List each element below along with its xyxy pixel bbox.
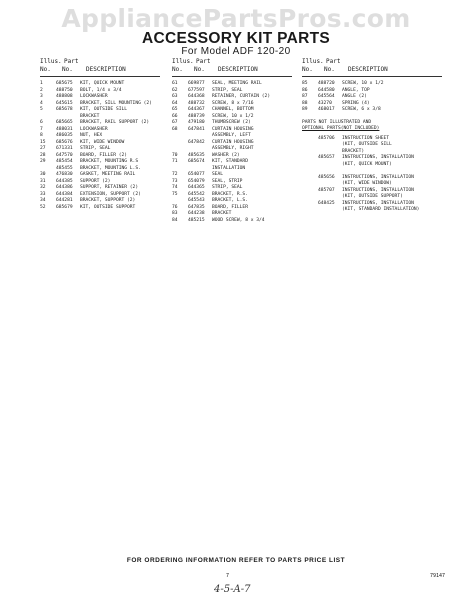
part-description: BRACKET [212, 211, 232, 216]
part-number: 485455 [56, 165, 73, 171]
part-description: SUPPORT, RETAINER (2) [80, 185, 139, 190]
header-illus: Illus. [172, 58, 194, 65]
part-number: 644385 [56, 178, 73, 184]
header-no2: No. [194, 66, 205, 73]
part-number: 685679 [56, 204, 73, 210]
part-description: BRACKET) [342, 148, 365, 154]
part-description: INSTRUCTIONS, INSTALLATION [342, 174, 414, 180]
header-description: DESCRIPTION [348, 66, 388, 73]
part-number: 645543 [188, 198, 205, 203]
part-description: SEAL, STRIP [212, 178, 243, 184]
part-number: 685665 [56, 120, 73, 125]
illus-number: 87 [302, 94, 308, 99]
part-description: (KIT, OUTSIDE SUPPORT) [342, 194, 403, 199]
optional-parts-list [302, 136, 442, 214]
illus-number: 32 [40, 185, 46, 190]
illus-number: 52 [40, 204, 46, 210]
illus-number: 70 [172, 152, 178, 158]
ordering-footer: FOR ORDERING INFORMATION REFER TO PARTS PRICE LIST [126, 557, 346, 564]
part-description: RETAINER, CURTAIN (2) [212, 94, 271, 99]
illus-number: 63 [172, 94, 178, 99]
part-description: THUMBSCREW (2) [212, 120, 251, 125]
part-number: 647570 [56, 152, 73, 158]
not-illustrated-note [302, 120, 442, 133]
parts-list [40, 81, 160, 211]
part-number: 488732 [188, 100, 205, 106]
illus-number: 76 [172, 204, 178, 210]
header-description: DESCRIPTION [218, 66, 258, 73]
part-number: 644365 [188, 185, 205, 190]
part-number: 645542 [188, 191, 205, 197]
part-number: 644367 [188, 107, 205, 112]
illus-number: 27 [40, 146, 46, 151]
illus-number: 74 [172, 185, 178, 190]
part-description: SCREW, 8 x 7/16 [212, 100, 254, 106]
note-line: OPTIONAL PARTS(NOT INCLUDED) [302, 126, 380, 131]
part-number: 647841 [188, 126, 205, 132]
header-no: No. [302, 66, 313, 73]
part-description: SCREW, 6 x 3/8 [342, 107, 381, 112]
part-description: INSTALLATION [212, 165, 246, 171]
part-description: ASSEMBLY, LEFT [212, 133, 251, 138]
illus-number: 31 [40, 178, 46, 184]
page-number: 7 [226, 573, 230, 579]
illus-number: 6 [40, 120, 43, 125]
part-description: BRACKET, L.S. [212, 198, 248, 203]
header-rule [40, 76, 160, 77]
handwritten-note: 4-5-A-7 [214, 584, 251, 595]
part-number: 485454 [56, 159, 73, 164]
part-description: (KIT, STANDARD INSTALLATION) [342, 207, 420, 212]
illus-number: 30 [40, 172, 46, 177]
part-description: SCREW, 10 x 1/2 [342, 81, 384, 86]
part-number: 677597 [188, 87, 205, 93]
part-description: INSTRUCTION SHEET [342, 135, 390, 141]
part-description: BRACKET, SILL MOUNTING (2) [80, 100, 152, 106]
part-description: KIT, OUTSIDE SUPPORT [80, 204, 136, 210]
part-number: 485215 [188, 217, 205, 223]
part-description: ANGLE (2) [342, 94, 367, 99]
part-description: SUPPORT (2) [80, 178, 111, 184]
header-no: No. [40, 66, 51, 73]
part-description: BRACKET, SUPPORT (2) [80, 198, 136, 203]
part-number: 485707 [318, 187, 335, 193]
part-number: 644238 [188, 211, 205, 216]
part-description: CURTAIN HOUSING [212, 126, 254, 132]
parts-row [302, 207, 442, 214]
part-number: 685675 [56, 81, 73, 86]
header-rule [172, 76, 292, 77]
part-number: 644368 [188, 94, 205, 99]
part-number: 488720 [318, 81, 335, 86]
part-number: 647835 [188, 204, 205, 210]
part-number: 685676 [56, 139, 73, 145]
header-description: DESCRIPTION [86, 66, 126, 73]
illus-number: 29 [40, 159, 46, 164]
part-number: 485706 [318, 135, 335, 141]
part-description: WASHER (2) [212, 152, 240, 158]
part-number: 485657 [318, 155, 335, 160]
part-description: BOLT, 1/4 x 3/4 [80, 87, 122, 93]
illus-number: 66 [172, 113, 178, 119]
part-number: 654079 [188, 178, 205, 184]
illus-number: 33 [40, 191, 46, 197]
header-rule [302, 76, 442, 77]
part-description: ASSEMBLY, RIGHT [212, 146, 254, 151]
part-description: BRACKET, MOUNTING L.S. [80, 165, 141, 171]
illus-number: 67 [172, 120, 178, 125]
part-description: BOARD, FILLER (2) [80, 152, 128, 158]
parts-column-2 [172, 58, 292, 224]
illus-number: 62 [172, 87, 178, 93]
header-part: Part [326, 58, 341, 65]
part-description: CURTAIN HOUSING [212, 139, 254, 145]
document-code: 79147 [430, 573, 446, 579]
illus-number: 72 [172, 172, 178, 177]
part-description: ANGLE, TOP [342, 87, 370, 93]
part-number: 644281 [56, 198, 73, 203]
parts-list [172, 81, 292, 224]
parts-column-3 [302, 58, 442, 214]
part-number: 486035 [56, 133, 73, 138]
part-number: 644384 [56, 191, 73, 197]
part-description: EXTENSION, SUPPORT (2) [80, 191, 141, 197]
illus-number: 61 [172, 81, 178, 86]
header-part: Part [196, 58, 211, 65]
parts-row [302, 107, 442, 114]
part-number: 671331 [56, 146, 73, 151]
illus-number: 68 [172, 126, 178, 132]
part-description: BRACKET, MOUNTING R.S [80, 159, 139, 164]
part-number: 654077 [188, 172, 205, 177]
part-number: 485656 [318, 174, 335, 180]
column-header [302, 58, 442, 76]
illus-number: 15 [40, 139, 46, 145]
part-description: INSTRUCTIONS, INSTALLATION [342, 200, 414, 206]
part-description: GASKET, MEETING RAIL [80, 172, 136, 177]
part-number: 43270 [318, 100, 332, 106]
part-description: BOARD, FILLER [212, 204, 248, 210]
part-number: 685674 [188, 159, 205, 164]
part-description: (KIT, WIDE WINDOW) [342, 181, 392, 186]
illus-number: 4 [40, 100, 43, 106]
parts-row [40, 205, 160, 212]
part-description: LOCKWASHER [80, 94, 108, 99]
part-number: 468017 [318, 107, 335, 112]
part-number: 476830 [56, 172, 73, 177]
part-number: 488739 [188, 113, 205, 119]
part-number: 647842 [188, 139, 205, 145]
column-header [40, 58, 160, 76]
part-description: SEAL [212, 172, 224, 177]
page-subtitle: For Model ADF 120-20 [181, 46, 291, 57]
part-description: INSTRUCTIONS, INSTALLATION [342, 187, 414, 193]
part-number: 644386 [56, 185, 73, 190]
part-description: SPRING (4) [342, 100, 370, 106]
part-description: INSTRUCTIONS, INSTALLATION [342, 155, 414, 160]
column-header [172, 58, 292, 76]
parts-row [172, 218, 292, 225]
part-number: 488808 [56, 94, 73, 99]
part-number: 644580 [318, 87, 335, 93]
part-description: BRACKET [80, 113, 100, 119]
part-number: 488031 [56, 126, 73, 132]
header-no2: No. [324, 66, 335, 73]
illus-number: 89 [302, 107, 308, 112]
header-part: Part [64, 58, 79, 65]
illus-number: 1 [40, 81, 43, 86]
part-number: 685678 [56, 107, 73, 112]
part-number: 648425 [318, 200, 335, 206]
part-description: (KIT, OUTSIDE SILL [342, 142, 392, 147]
illus-number: 64 [172, 100, 178, 106]
part-number: 479180 [188, 120, 205, 125]
illus-number: 2 [40, 87, 43, 93]
part-description: STRIP, SEAL [80, 146, 111, 151]
part-description: SEAL, MEETING RAIL [212, 81, 262, 86]
part-description: LOCKWASHER [80, 126, 108, 132]
illus-number: 7 [40, 126, 43, 132]
part-number: 488750 [56, 87, 73, 93]
illus-number: 88 [302, 100, 308, 106]
part-number: 669877 [188, 81, 205, 86]
illus-number: 83 [172, 211, 178, 216]
part-description: WOOD SCREW, 8 x 3/4 [212, 217, 265, 223]
part-description: CHANNEL, BOTTOM [212, 107, 254, 112]
illus-number: 5 [40, 107, 43, 112]
part-number: 645615 [56, 100, 73, 106]
part-description: KIT, WIDE WINDOW [80, 139, 125, 145]
parts-list [302, 81, 442, 114]
watermark: AppliancePartsPros.com [61, 4, 411, 33]
part-description: KIT, QUICK MOUNT [80, 81, 125, 86]
illus-number: 3 [40, 94, 43, 99]
part-description: NUT, HEX [80, 133, 103, 138]
illus-number: 85 [302, 81, 308, 86]
part-description: BRACKET, RAIL SUPPORT (2) [80, 120, 150, 125]
header-illus: Illus. [302, 58, 324, 65]
part-description: BRACKET, R.S. [212, 191, 248, 197]
note-line: PARTS NOT ILLUSTRATED AND [302, 119, 372, 125]
page-title: ACCESSORY KIT PARTS [142, 30, 330, 47]
part-description: STRIP, SEAL [212, 87, 243, 93]
header-illus: Illus. [40, 58, 62, 65]
part-description: STRIP, SEAL [212, 185, 243, 190]
header-no2: No. [62, 66, 73, 73]
header-no: No. [172, 66, 183, 73]
illus-number: 75 [172, 191, 178, 197]
illus-number: 8 [40, 133, 43, 138]
part-description: KIT, OUTSIDE SILL [80, 107, 128, 112]
part-description: SCREW, 10 x 1/2 [212, 113, 254, 119]
part-number: 485635 [188, 152, 205, 158]
illus-number: 28 [40, 152, 46, 158]
illus-number: 65 [172, 107, 178, 112]
parts-column-1 [40, 58, 160, 211]
illus-number: 34 [40, 198, 46, 203]
part-description: KIT, STANDARD [212, 159, 248, 164]
illus-number: 71 [172, 159, 178, 164]
part-description: (KIT, QUICK MOUNT) [342, 161, 392, 167]
illus-number: 73 [172, 178, 178, 184]
part-number: 645564 [318, 94, 335, 99]
illus-number: 86 [302, 87, 308, 93]
illus-number: 84 [172, 217, 178, 223]
